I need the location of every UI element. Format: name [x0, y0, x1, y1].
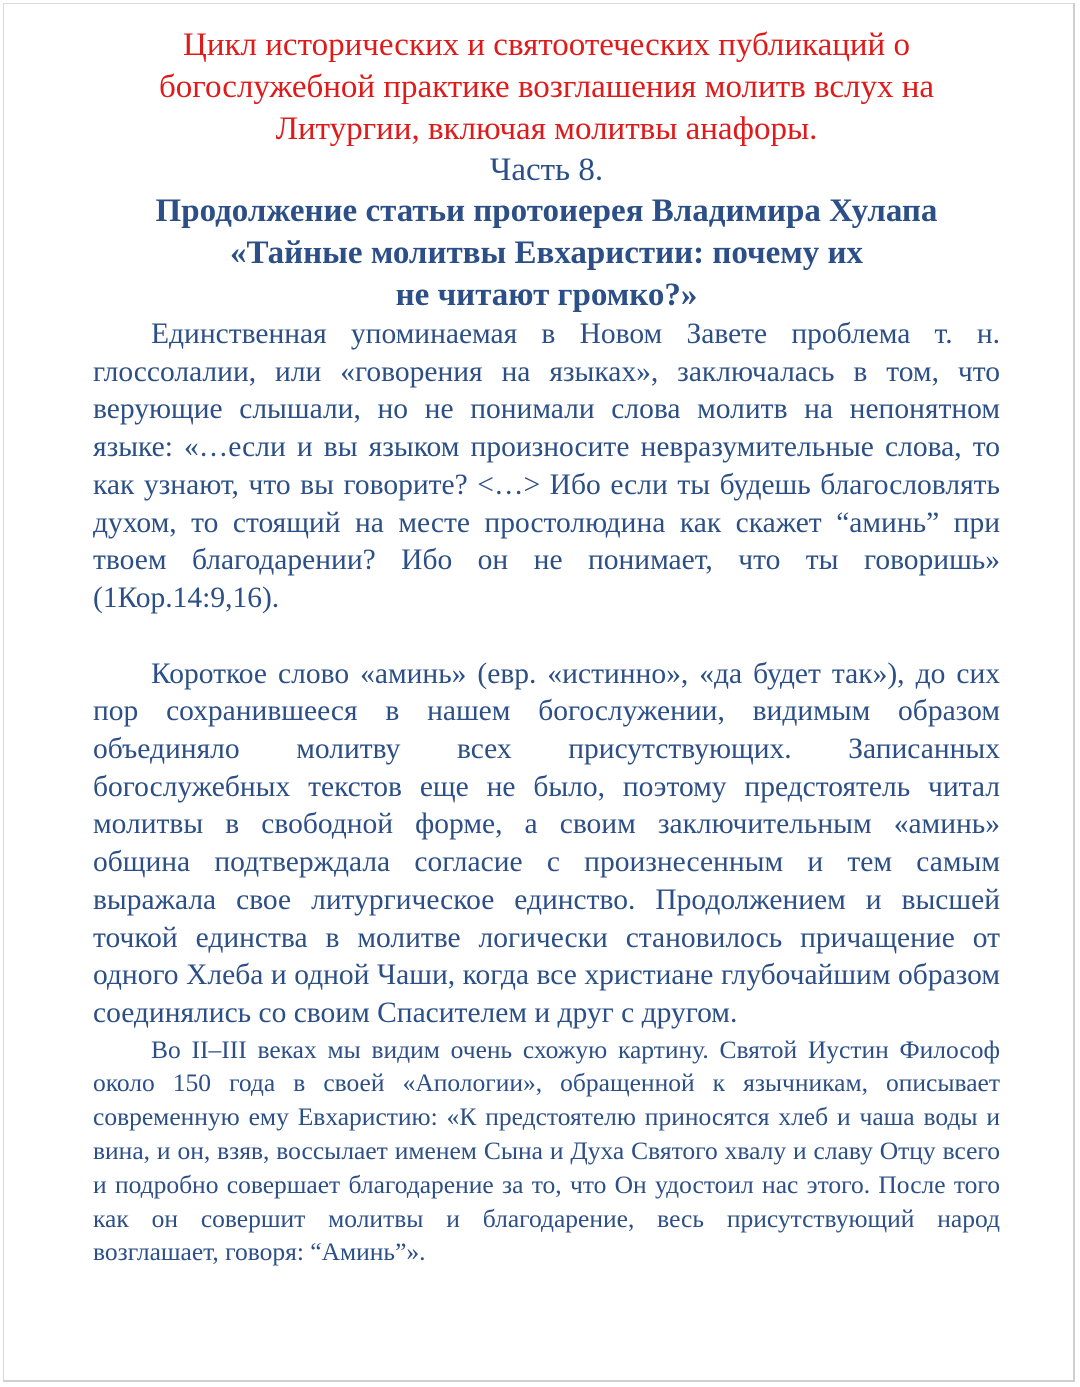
body-paragraph-3: Во II–III веках мы видим очень схожую картину. Святой Иустин Философ около 150 года в своей «Апологии», обращенной к язычникам, описывает современную ему Евхаристию: «К предстоятелю приносятся хлеб и чаша воды и вина, и он, взяв, воссылает именем Сына и Духа Святого хвалу и славу Отцу всего и подробно совершает благодарение за то, что Он удостоил нас этого. После того как он совершит молитвы и благодарение, весь присутствующий народ возглашает, говоря: “Аминь”». [93, 1034, 1000, 1267]
body-paragraph-1: Единственная упоминаемая в Новом Завете проблема т. н. глоссолалии, или «говорения на языках», заключалась в том, что верующие слышали, но не понимали слова молитв на непонятном языке: «…если и вы языком произносите невразумительные слова, то как узнают, что вы говорите? <…> Ибо если ты будешь благословлять духом, то стоящий на месте простолюдина как скажет “аминь” при твоем благодарении? Ибо он не понимает, что ты говоришь» (1Кор.14:9,16). [93, 318, 1000, 614]
document-page [3, 3, 1075, 1382]
series-title: Цикл исторических и святоотеческих публикаций о богослужебной практике возглашения молитв вслух на Литургии, включая молитвы анафоры. [158, 27, 935, 147]
article-heading-line-3: не читают громко?» [395, 277, 698, 313]
part-label: Часть 8. [489, 152, 604, 188]
article-heading-line-1: Продолжение статьи протоиерея Владимира Хулапа [155, 193, 938, 229]
body-paragraph-2: Короткое слово «аминь» (евр. «истинно», «да будет так»), до сих пор сохранившееся в нашем богослужении, видимым образом объединяло молитву всех присутствующих. Записанных богослужебных текстов еще не было, поэтому предстоятель читал молитвы в свободной форме, а своим заключительным «аминь» община подтверждала согласие с произнесенным и тем самым выражала свое литургическое единство. Продолжением и высшей точкой единства в молитве логически становилось причащение от одного Хлеба и одной Чаши, когда все христиане глубочайшим образом соединялись со своим Спасителем и друг с другом. [93, 657, 1000, 1029]
paragraph-spacer [93, 618, 1000, 656]
article-heading-line-2: «Тайные молитвы Евхаристии: почему их [229, 235, 864, 271]
document-content [93, 24, 1000, 1269]
article-heading [93, 190, 1000, 316]
